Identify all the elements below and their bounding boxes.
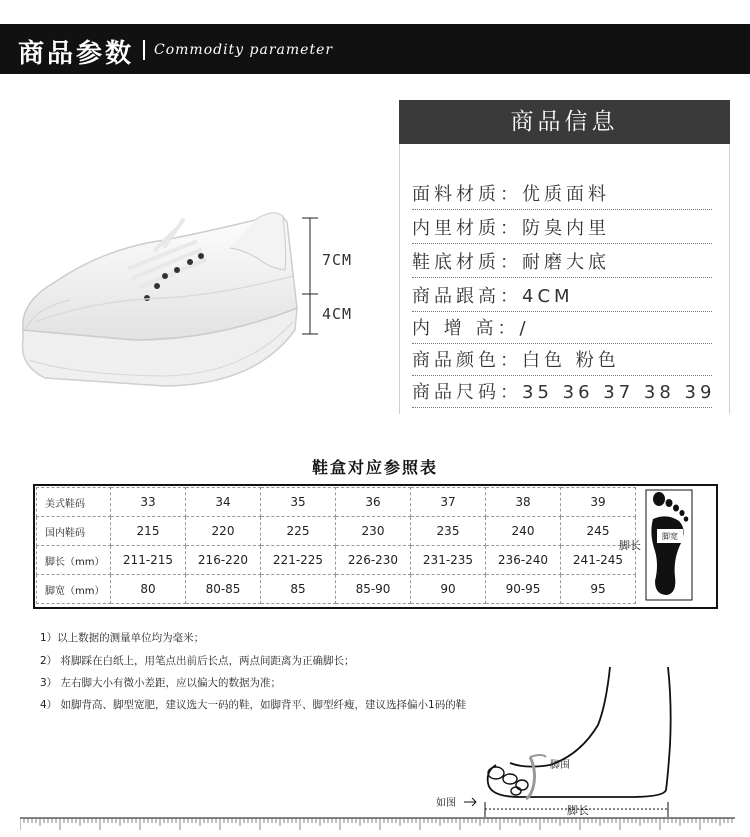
table-cell: 38 [486,488,561,517]
info-label: 商品跟高： [412,286,522,307]
table-cell: 236-240 [486,546,561,575]
upper-height-label: 7CM [322,251,353,269]
info-label: 内里材质： [412,218,522,239]
table-cell: 216-220 [186,546,261,575]
info-row-lining [412,216,712,244]
info-heading: 商品信息 [510,109,619,135]
info-label: 面料材质： [412,184,522,205]
table-cell: 90 [411,575,486,604]
note-item: 3） 左右脚大小有微小差距，应以偏大的数据为准； [40,677,282,689]
info-label: 内 增 高： [412,318,520,339]
sole-height-label: 4CM [322,305,353,323]
girth-label: 脚围 [550,760,570,771]
info-value: 耐磨大底 [522,252,610,273]
table-cell: 215 [111,517,186,546]
table-cell: 90-95 [486,575,561,604]
info-row-heel [412,284,712,312]
table-row [37,517,636,546]
info-panel [399,144,730,414]
foot-length-label: 脚长 [619,539,641,552]
info-value: 白色 粉色 [522,350,620,371]
info-label: 商品尺码： [412,382,522,403]
note-item: 2） 将脚踩在白纸上，用笔点出前后长点，两点间距离为正确脚长； [40,655,355,667]
table-cell: 80 [111,575,186,604]
shoe-image [15,190,305,400]
table-cell: 235 [411,517,486,546]
table-cell: 225 [261,517,336,546]
note-item: 1）以上数据的测量单位均为毫米； [40,632,205,644]
header-subtitle: Commodity parameter [154,42,334,58]
figure-label: 如图 [436,798,456,809]
size-table [36,487,636,604]
header-title: 商品参数 [18,39,135,69]
table-cell: 231-235 [411,546,486,575]
table-cell: 34 [186,488,261,517]
note-item: 4） 如脚背高、脚型宽肥，建议选大一码的鞋，如脚背平、脚型纤瘦，建议选择偏小1码的鞋 [40,699,467,711]
row-label: 美式鞋码 [37,488,111,517]
table-cell: 211-215 [111,546,186,575]
info-heading-bar [399,100,730,144]
info-value: 4CM [522,286,574,307]
table-cell: 245 [561,517,636,546]
table-cell: 85-90 [336,575,411,604]
row-label: 脚宽（mm） [37,575,111,604]
info-label: 鞋底材质： [412,252,522,273]
header-bar [0,24,750,74]
table-cell: 39 [561,488,636,517]
header-divider [143,40,145,60]
info-row-size [412,380,716,408]
info-row-sole [412,250,712,278]
info-value: 优质面料 [522,184,610,205]
info-value: / [519,318,530,339]
table-cell: 220 [186,517,261,546]
size-table-title: 鞋盒对应参照表 [311,458,438,477]
table-row [37,575,636,604]
table-row [37,546,636,575]
table-cell: 95 [561,575,636,604]
row-label: 国内鞋码 [37,517,111,546]
row-label: 脚长（mm） [37,546,111,575]
table-cell: 241-245 [561,546,636,575]
footprint-icon [645,489,693,601]
dimension-markers [300,216,320,336]
length-label: 脚长 [567,804,589,817]
table-cell: 240 [486,517,561,546]
foot-measure-diagram [430,665,710,820]
table-row [37,488,636,517]
table-cell: 36 [336,488,411,517]
info-row-insole-lift [412,316,712,344]
table-cell: 85 [261,575,336,604]
table-cell: 221-225 [261,546,336,575]
info-row-color [412,348,712,376]
table-cell: 230 [336,517,411,546]
ruler [20,817,735,831]
info-row-fabric [412,182,712,210]
table-cell: 80-85 [186,575,261,604]
info-value: 35 36 37 38 39 [522,382,716,403]
table-cell: 226-230 [336,546,411,575]
table-cell: 33 [111,488,186,517]
info-label: 商品颜色： [412,350,522,371]
info-value: 防臭内里 [522,218,610,239]
table-cell: 35 [261,488,336,517]
foot-width-label: 脚宽 [662,532,678,541]
table-cell: 37 [411,488,486,517]
